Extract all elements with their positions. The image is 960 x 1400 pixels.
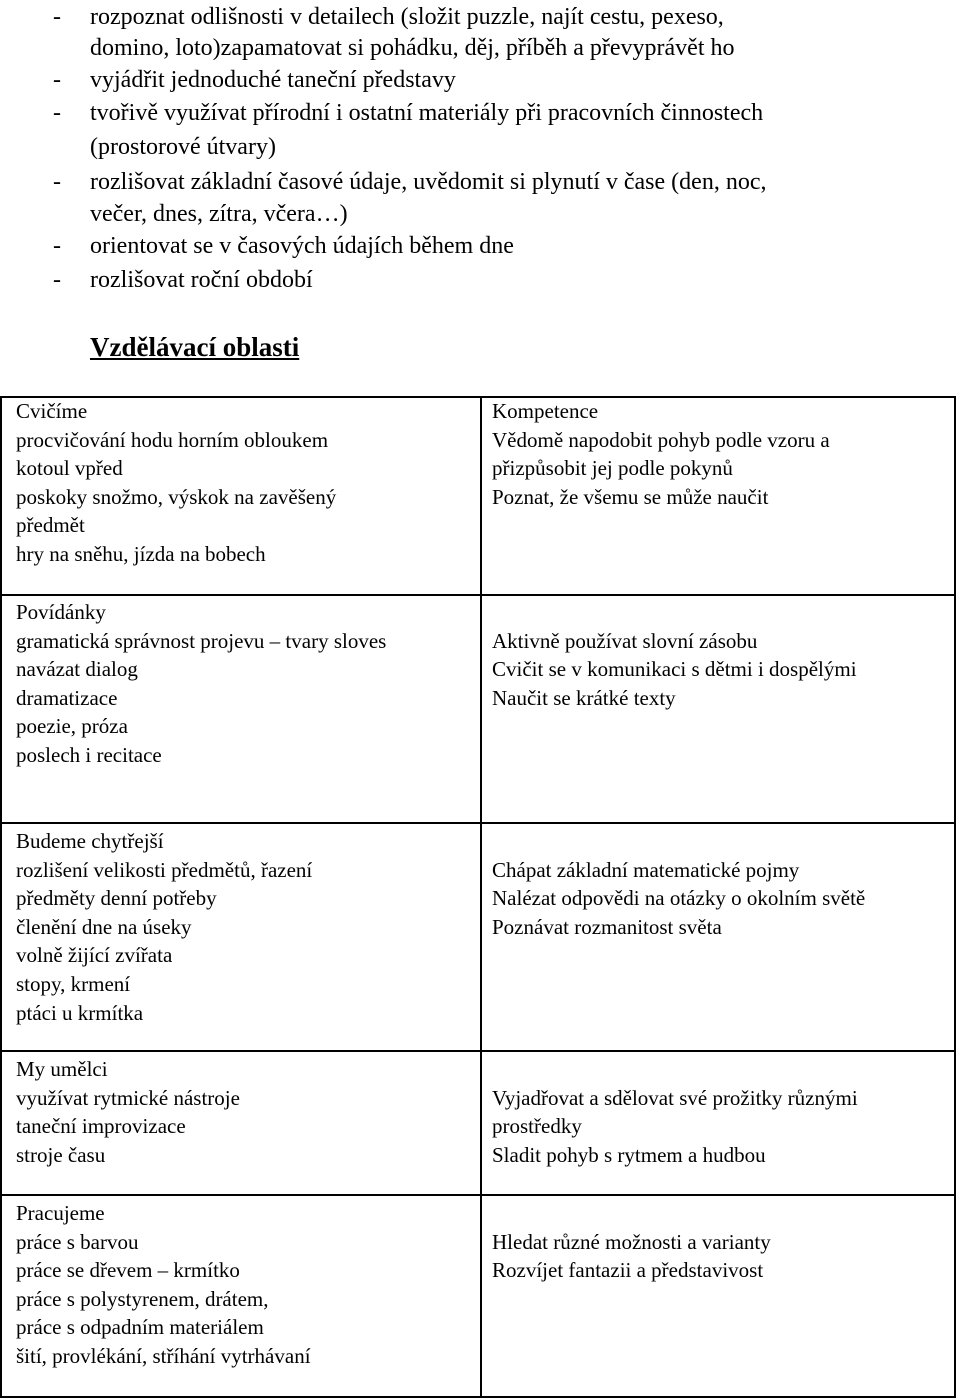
competence-spacer	[492, 1199, 771, 1228]
table-cell-competence	[492, 397, 830, 511]
table-cell-competence	[492, 1199, 771, 1285]
area-item: hry na sněhu, jízda na bobech	[16, 541, 266, 566]
area-item: procvičování hodu horním obloukem	[16, 427, 329, 452]
area-item: gramatická správnost projevu – tvary sloves	[16, 628, 387, 653]
competence-title: Kompetence	[492, 399, 599, 423]
area-item: práce se dřevem – krmítko	[16, 1258, 240, 1283]
bullet-dash: -	[53, 169, 61, 195]
table-cell-area	[16, 1199, 311, 1371]
competence-item: Vědomě napodobit pohyb podle vzoru a	[492, 427, 830, 452]
table-cell-competence	[492, 1055, 858, 1169]
bullet-text: rozlišovat roční období	[90, 267, 313, 293]
area-item: stroje času	[16, 1142, 106, 1167]
area-item: rozlišení velikosti předmětů, řazení	[16, 857, 313, 882]
area-item: stopy, krmení	[16, 971, 131, 996]
bullet-item	[53, 229, 514, 263]
area-item: taneční improvizace	[16, 1114, 186, 1139]
competence-item: Cvičit se v komunikaci s dětmi i dospělými	[492, 657, 857, 682]
bullet-dash: -	[53, 4, 61, 30]
bullet-text: rozpoznat odlišnosti v detailech (složit puzzle, najít cestu, pexeso,	[90, 4, 724, 30]
area-item: poslech i recitace	[16, 742, 162, 767]
bullet-text-continued: večer, dnes, zítra, včera…)	[90, 201, 348, 227]
table-cell-area	[16, 1055, 240, 1169]
area-title: Pracujeme	[16, 1201, 105, 1225]
competence-item: Poznávat rozmanitost světa	[492, 914, 722, 939]
competence-item: Naučit se krátké texty	[492, 685, 676, 710]
bullet-text-continued: domino, loto)zapamatovat si pohádku, děj, příběh a převyprávět ho	[90, 35, 735, 61]
area-item: práce s barvou	[16, 1229, 139, 1254]
area-title: Budeme chytřejší	[16, 829, 164, 853]
competence-spacer	[492, 1055, 858, 1084]
bullet-text: rozlišovat základní časové údaje, uvědomit si plynutí v čase (den, noc,	[90, 169, 767, 195]
competence-item: Sladit pohyb s rytmem a hudbou	[492, 1142, 766, 1167]
bullet-text: orientovat se v časových údajích během dne	[90, 233, 514, 259]
row-divider	[0, 1050, 956, 1052]
competence-item: prostředky	[492, 1114, 582, 1139]
area-item: členění dne na úseky	[16, 914, 192, 939]
row-divider	[0, 594, 956, 596]
competence-item: Vyjadřovat a sdělovat své prožitky různými	[492, 1085, 858, 1110]
area-title: Cvičíme	[16, 399, 88, 423]
competence-spacer	[492, 598, 857, 627]
competence-item: Hledat různé možnosti a varianty	[492, 1229, 771, 1254]
row-divider	[0, 822, 956, 824]
area-title: Povídánky	[16, 600, 106, 624]
area-item: kotoul vpřed	[16, 456, 123, 481]
bullet-item	[53, 263, 313, 297]
table-cell-area	[16, 827, 312, 1027]
area-item: předmět	[16, 513, 85, 538]
competence-item: přizpůsobit jej podle pokynů	[492, 456, 733, 481]
area-item: předměty denní potřeby	[16, 886, 217, 911]
section-heading: Vzdělávací oblasti	[90, 332, 300, 362]
bullet-item	[53, 96, 763, 130]
competence-spacer	[492, 827, 865, 856]
table-cell-area	[16, 598, 386, 770]
bullet-dash: -	[53, 100, 61, 126]
competence-item: Poznat, že všemu se může naučit	[492, 484, 769, 509]
competence-item: Nalézat odpovědi na otázky o okolním světě	[492, 886, 866, 911]
table-cell-competence	[492, 598, 857, 712]
competence-item: Rozvíjet fantazii a představivost	[492, 1258, 764, 1283]
bullet-dash: -	[53, 233, 61, 259]
bullet-item	[53, 165, 766, 199]
table-cell-area	[16, 397, 336, 569]
bullet-item	[53, 63, 456, 97]
competence-item: Chápat základní matematické pojmy	[492, 857, 800, 882]
column-divider	[480, 396, 482, 1398]
row-divider	[0, 1194, 956, 1196]
area-item: poskoky snožmo, výskok na zavěšený	[16, 484, 337, 509]
area-item: ptáci u krmítka	[16, 1000, 144, 1025]
area-item: využívat rytmické nástroje	[16, 1085, 240, 1110]
area-title: My umělci	[16, 1057, 108, 1081]
area-item: volně žijící zvířata	[16, 943, 173, 968]
competence-item: Aktivně používat slovní zásobu	[492, 628, 758, 653]
bullet-item	[53, 0, 724, 34]
bullet-text: tvořivě využívat přírodní i ostatní materiály při pracovních činnostech	[90, 100, 764, 126]
area-item: dramatizace	[16, 685, 118, 710]
bullet-dash: -	[53, 267, 61, 293]
area-item: práce s odpadním materiálem	[16, 1315, 264, 1340]
bullet-dash: -	[53, 67, 61, 93]
bullet-text: vyjádřit jednoduché taneční představy	[90, 67, 456, 93]
area-item: šití, provlékání, stříhání vytrhávaní	[16, 1343, 311, 1368]
bullet-text-continued: (prostorové útvary)	[90, 134, 276, 160]
area-item: práce s polystyrenem, drátem,	[16, 1286, 269, 1311]
area-item: poezie, próza	[16, 714, 128, 739]
table-cell-competence	[492, 827, 865, 941]
area-item: navázat dialog	[16, 657, 138, 682]
